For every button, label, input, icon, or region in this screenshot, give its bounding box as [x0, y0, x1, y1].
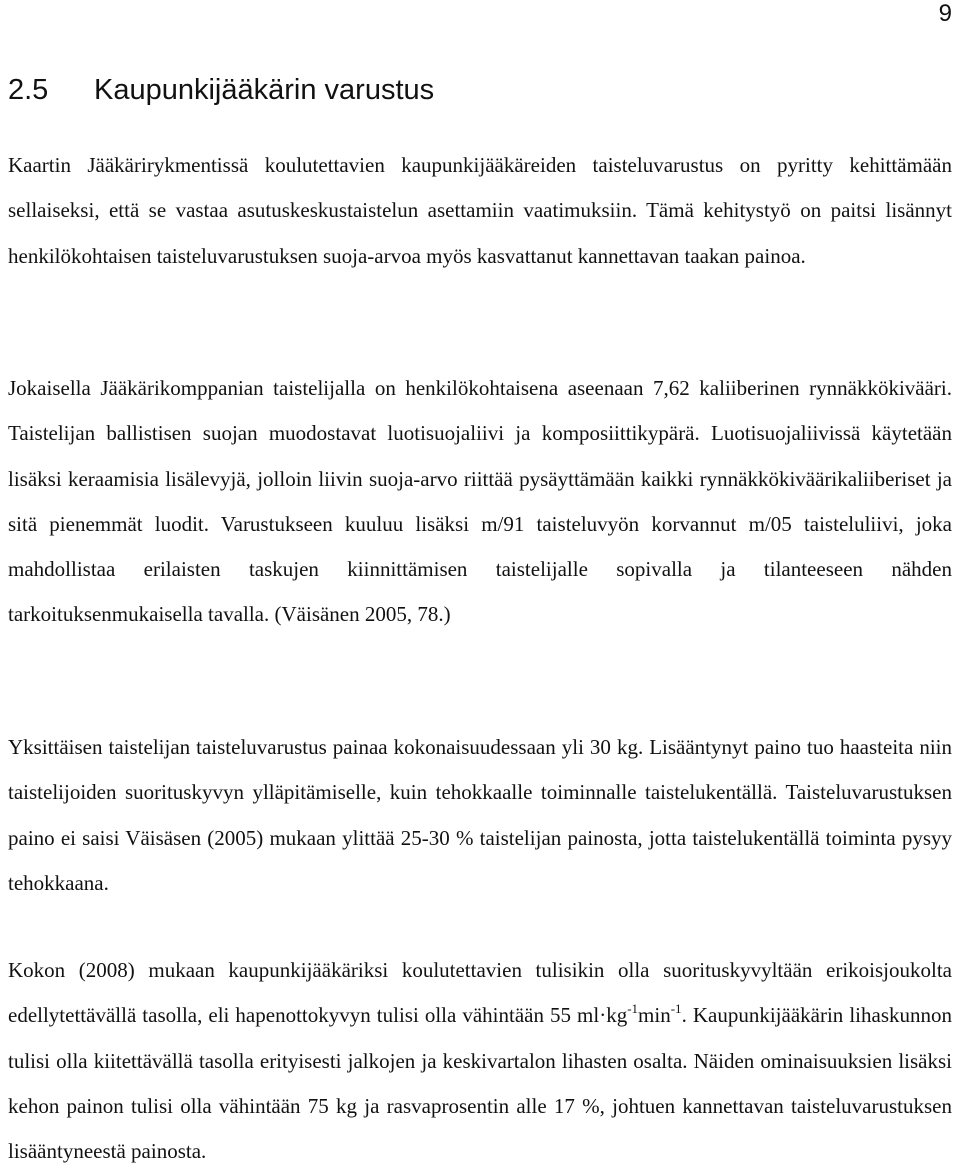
superscript-exponent: -1	[670, 1001, 682, 1017]
fitness-text-start: Kokon (2008) mukaan kaupunkijääkäriksi koulutettavien tulisikin olla suorituskyvyltään erikoisjoukolta edellytettävällä tasolla, eli hapenottokyvyn tulisi olla vähintään 55 ml·kg	[8, 958, 952, 1028]
section-number: 2.5	[8, 74, 49, 106]
paragraph-equipment-development: Kaartin Jääkärirykmentissä koulutettavien kaupunkijääkäreiden taisteluvarustus on pyritty kehittämään sellaiseksi, että se vastaa asutuskeskustaistelun asettamiin vaatimuksiin. Tämä kehitystyö on paitsi lisännyt henkilökohtaisen taisteluvarustuksen suoja-arvoa myös kasvattanut kannettavan taakan painoa.	[8, 153, 952, 268]
fitness-text-end: . Kaupunkijääkärin lihaskunnon tulisi olla kiitettävällä tasolla erityisesti jalkojen ja keskivartalon lihasten osalta. Näiden ominaisuuksien lisäksi kehon painon tulisi olla vähintään 75 kg ja rasvaprosentin alle 17 %, johtuen kannettavan taisteluvarustuksen lisääntyneestä painosta.	[8, 1003, 952, 1164]
paragraph-fitness-requirements	[8, 948, 952, 1174]
paragraph-personal-weapon-and-protection: Jokaisella Jääkärikomppanian taistelijalla on henkilökohtaisena aseenaan 7,62 kaliiberinen rynnäkkökivääri. Taistelijan ballistisen suojan muodostavat luotisuojaliivi ja komposiittikypärä. Luotisuojaliivissä käytetään lisäksi keraamisia lisälevyjä, jolloin liivin suoja-arvo riittää pysäyttämään kaikki rynnäkkökiväärikaliiberiset ja sitä pienemmät luodit. Varustukseen kuuluu lisäksi m/91 taisteluvyön korvannut m/05 taisteluliivi, joka mahdollistaa erilaisten taskujen kiinnittämisen taistelijalle sopivalla ja tilanteeseen nähden tarkoituksenmukaisella tavalla. (Väisänen 2005, 78.)	[8, 376, 952, 627]
section-heading	[8, 72, 434, 108]
superscript-exponent: -1	[627, 1001, 639, 1017]
section-title: Kaupunkijääkärin varustus	[94, 74, 435, 106]
unit-min: min	[638, 1003, 671, 1028]
page-number: 9	[938, 0, 952, 27]
paragraph-equipment-weight: Yksittäisen taistelijan taisteluvarustus painaa kokonaisuudessaan yli 30 kg. Lisääntynyt paino tuo haasteita niin taistelijoiden suorituskyvyn ylläpitämiselle, kuin tehokkaalle toiminnalle taistelukentällä. Taisteluvarustuksen paino ei saisi Väisäsen (2005) mukaan ylittää 25-30 % taistelijan painosta, jotta taistelukentällä toiminta pysyy tehokkaana.	[8, 735, 952, 895]
